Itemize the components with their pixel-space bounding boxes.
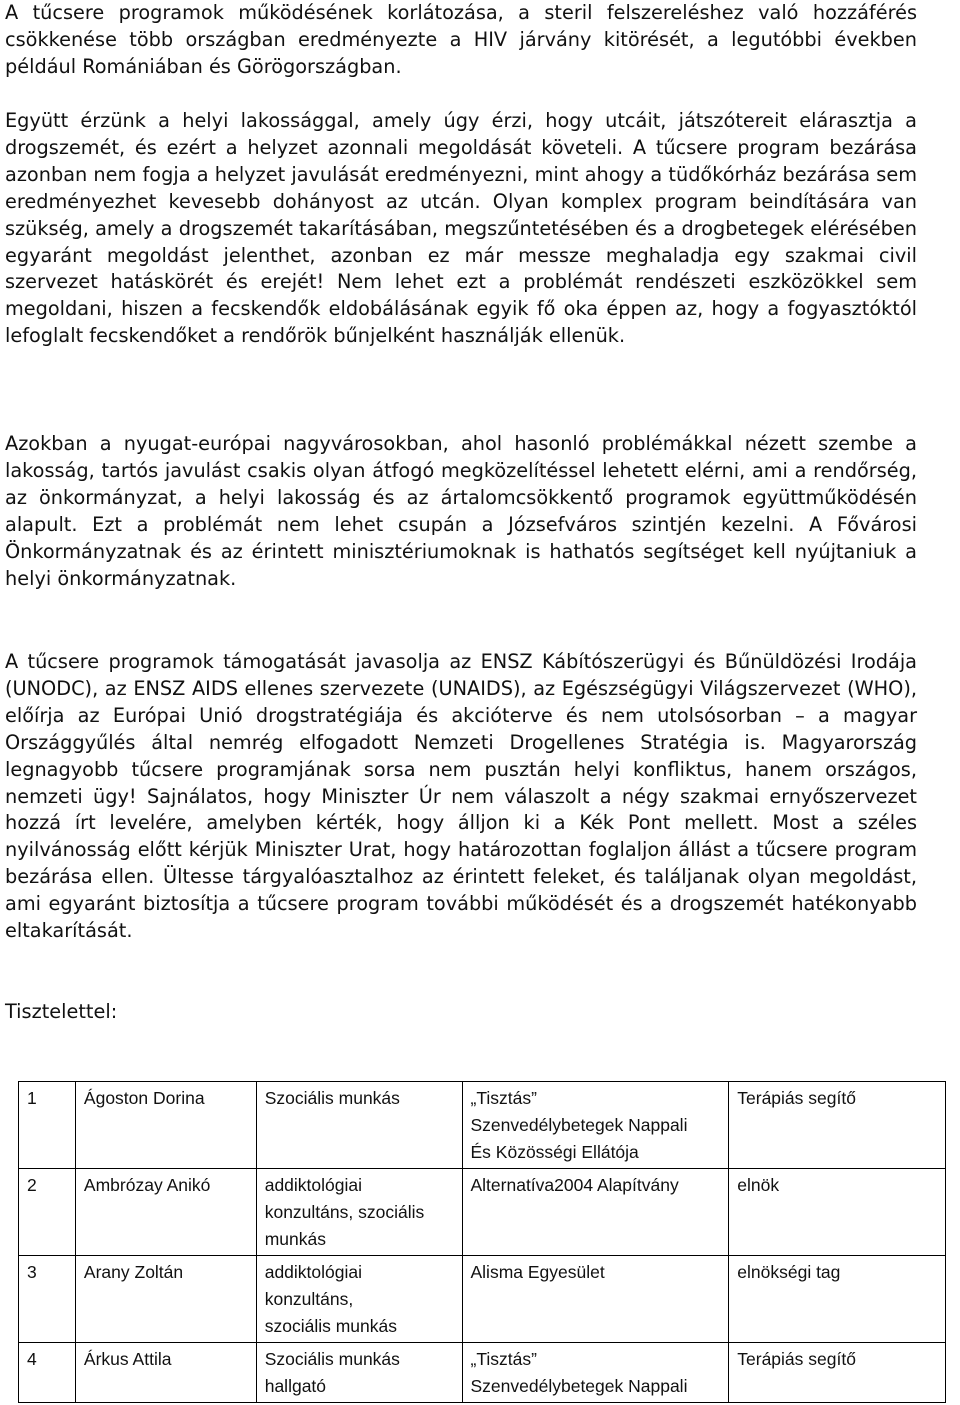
signatory-organization [462, 1343, 729, 1403]
signatory-role-line: Szociális munkás [264, 1088, 400, 1108]
row-number: 1 [19, 1082, 76, 1169]
signatory-position: elnökségi tag [729, 1256, 946, 1343]
signatory-role-line: addiktológiai [264, 1262, 363, 1282]
signatory-organization-line: Alternatíva2004 Alapítvány [470, 1175, 679, 1195]
signatory-organization [462, 1169, 729, 1256]
signatory-name: Ambrózay Anikó [75, 1169, 256, 1256]
paragraph-local-residents: Együtt érzünk a helyi lakossággal, amely úgy érzi, hogy utcáit, játszótereit elárasztja a drogszemét, és ezért a helyzet azonnali megoldását követeli. A tűcsere program bezárása azonban nem fogja a helyzet javulását eredményezni, mint ahogy a tüdőkórház bezárása sem eredményezhet kevesebb dohányost az utcán. Olyan komplex program beindítására van szükség, amely a drogszemét takarításában, megszűntetésében és a drogbetegek elérésében egyaránt megoldást jelenthet, azonban ez már messze meghaladja egy szakmai civil szervezet hatáskörét és erejét! Nem lehet ezt a problémát rendészeti eszközökkel sem megoldani, hiszen a fecskendők eldobálásának egyik fő oka éppen az, hogy a fogyasztóktól lefoglalt fecskendőket a rendőrök bűnjelként használják ellenük. [5, 109, 917, 348]
row-number: 3 [19, 1256, 76, 1343]
signatory-role-line: konzultáns, szociális [264, 1202, 425, 1222]
signatory-organization-line: Alisma Egyesület [470, 1262, 605, 1282]
paragraph-support: A tűcsere programok támogatását javasolja az ENSZ Kábítószerügyi és Bűnüldözési Irodája (UNODC), az ENSZ AIDS ellenes szervezete (UNAIDS), az Egészségügyi Világszervezet (WHO), előírja az Európai Unió drogstratégiája és akcióterve és nem utolsósorban – a magyar Országgyűlés által nemrég elfogadott Nemzeti Drogellenes Stratégia is. Magyarország legnagyobb tűcsere programjának sorsa nem pusztán helyi konfliktus, hanem országos, nemzeti ügy! Sajnálatos, hogy Miniszter Úr nem válaszolt a négy szakmai ernyőszervezet hozzá írt levelére, amelyben kérték, hogy álljon ki a Kék Pont mellett. Most a széles nyilvánosság előtt kérjük Miniszter Urat, hogy határozottan foglaljon állást a tűcsere program bezárása ellen. Ültesse tárgyalóasztalhoz az érintett feleket, és találjanak olyan megoldást, ami egyaránt biztosítja a tűcsere program további működését és a drogszemét hatékonyabb eltakarítását. [5, 650, 917, 943]
signatory-organization-line: Szenvedélybetegek Nappali [470, 1376, 688, 1396]
signatory-role [256, 1082, 462, 1169]
signatory-organization [462, 1256, 729, 1343]
signatory-role [256, 1169, 462, 1256]
table-row [19, 1082, 946, 1169]
table-row [19, 1169, 946, 1256]
signatory-position: elnök [729, 1169, 946, 1256]
signatories-table [18, 1081, 946, 1403]
signatory-role-line: addiktológiai [264, 1175, 363, 1195]
signatory-organization-line: És Közösségi Ellátója [470, 1142, 639, 1162]
signatory-organization-line: Szenvedélybetegek Nappali [470, 1115, 688, 1135]
signatory-organization-line: „Tisztás” [470, 1088, 537, 1108]
signatory-role-line: konzultáns, [264, 1289, 354, 1309]
closing-salutation: Tisztelettel: [5, 1000, 118, 1023]
signatory-name: Árkus Attila [75, 1343, 256, 1403]
signatory-role-line: hallgató [264, 1376, 327, 1396]
paragraph-hiv-outbreak: A tűcsere programok működésének korlátozása, a steril felszereléshez való hozzáférés csökkenése több országban eredményezte a HIV járvány kitörését, a legutóbbi években például Romániában és Görögországban. [5, 1, 917, 78]
signatory-role-line: munkás [264, 1229, 326, 1249]
signatory-name: Ágoston Dorina [75, 1082, 256, 1169]
signatory-organization [462, 1082, 729, 1169]
signatory-name: Arany Zoltán [75, 1256, 256, 1343]
signatory-role [256, 1343, 462, 1403]
row-number: 4 [19, 1343, 76, 1403]
signatory-role-line: szociális munkás [264, 1316, 397, 1336]
signatory-role [256, 1256, 462, 1343]
signatory-position: Terápiás segítő [729, 1082, 946, 1169]
signatory-role-line: Szociális munkás [264, 1349, 400, 1369]
table-row [19, 1343, 946, 1403]
signatory-position: Terápiás segítő [729, 1343, 946, 1403]
paragraph-western-europe: Azokban a nyugat-európai nagyvárosokban, ahol hasonló problémákkal nézett szembe a lakosság, tartós javulást csakis olyan átfogó megközelítéssel lehetett elérni, ami a rendőrség, az önkormányzat, a helyi lakosság és az ártalomcsökkentő programok együttműködésén alapult. Ezt a problémát nem lehet csupán a Józsefváros szintjén kezelni. A Fővárosi Önkormányzatnak és az érintett minisztériumoknak is hathatós segítséget kell nyújtaniuk a helyi önkormányzatnak. [5, 432, 917, 590]
row-number: 2 [19, 1169, 76, 1256]
table-row [19, 1256, 946, 1343]
signatory-organization-line: „Tisztás” [470, 1349, 537, 1369]
